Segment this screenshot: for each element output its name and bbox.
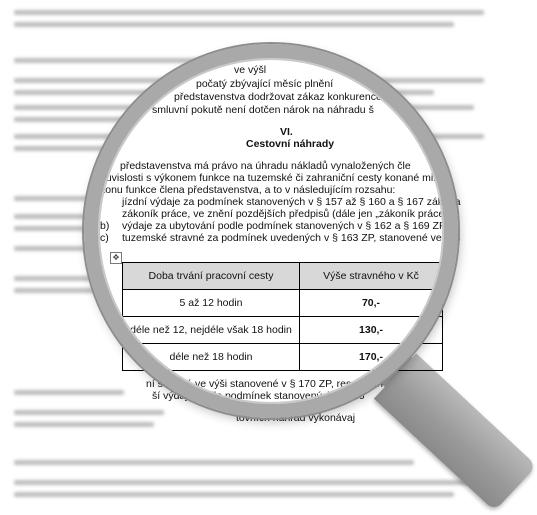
table-move-handle[interactable]: ✥ — [110, 252, 122, 264]
list-item-c: tuzemské stravné za podmínek uvedených v § 163 ZP, stanovené ve výš — [122, 232, 461, 244]
top-fragment: ve výšl — [234, 64, 267, 76]
header-duration: Doba trvání pracovní cesty — [123, 263, 300, 290]
section-title: Cestovní náhrady — [246, 138, 335, 150]
cell-duration: déle než 12, nejdéle však 18 hodin — [123, 317, 300, 344]
cell-duration: déle než 18 hodin — [123, 344, 300, 371]
after-line-3: tovních náhrad vykonávaj — [236, 412, 356, 424]
cell-amount: 170,- — [300, 344, 443, 371]
magnifier-ring — [84, 44, 461, 418]
top-line-2: představenstva dodržovat zákaz konkurence — [174, 91, 382, 103]
after-line-2: ší výdaje podle podmínek stanovených v § 16 — [152, 390, 365, 402]
after-line-1: ní stravné ve výši stanovené v § 170 ZP, resp. v pří — [146, 378, 384, 390]
list-item-a-line-2: zákoník práce, ve znění pozdějších předpisů (dále jen „zákoník práce“), — [122, 208, 455, 220]
cell-duration: 5 až 12 hodin — [123, 290, 300, 317]
top-line-3: smluvní pokutě není dotčen nárok na náhradu š — [152, 104, 374, 116]
paragraph-line-2: ouvislosti s výkonem funkce na tuzemské či zahraniční cesty konané mimo — [100, 172, 448, 184]
section-number: VI. — [280, 126, 293, 138]
cell-amount: 130,- — [300, 317, 443, 344]
top-line-1: počatý zbývající měsíc plnění — [196, 78, 334, 90]
list-item-a-line-1: jízdní výdaje za podmínek stanovených v § 157 až § 160 a § 167 zákona — [122, 196, 461, 208]
list-marker-c: c) — [100, 232, 109, 244]
paragraph-line-3: konu funkce člena představenstva, a to v následujícím rozsahu: — [100, 184, 396, 196]
paragraph-line-1: představenstva má právo na úhradu nákladů vynaložených čle — [120, 160, 411, 172]
cell-amount: 70,- — [300, 290, 443, 317]
list-item-b: výdaje za ubytování podle podmínek stanovených v § 162 a § 169 ZP, — [122, 220, 448, 232]
header-amount: Výše stravného v Kč — [300, 263, 443, 290]
list-marker-b: b) — [100, 220, 110, 232]
